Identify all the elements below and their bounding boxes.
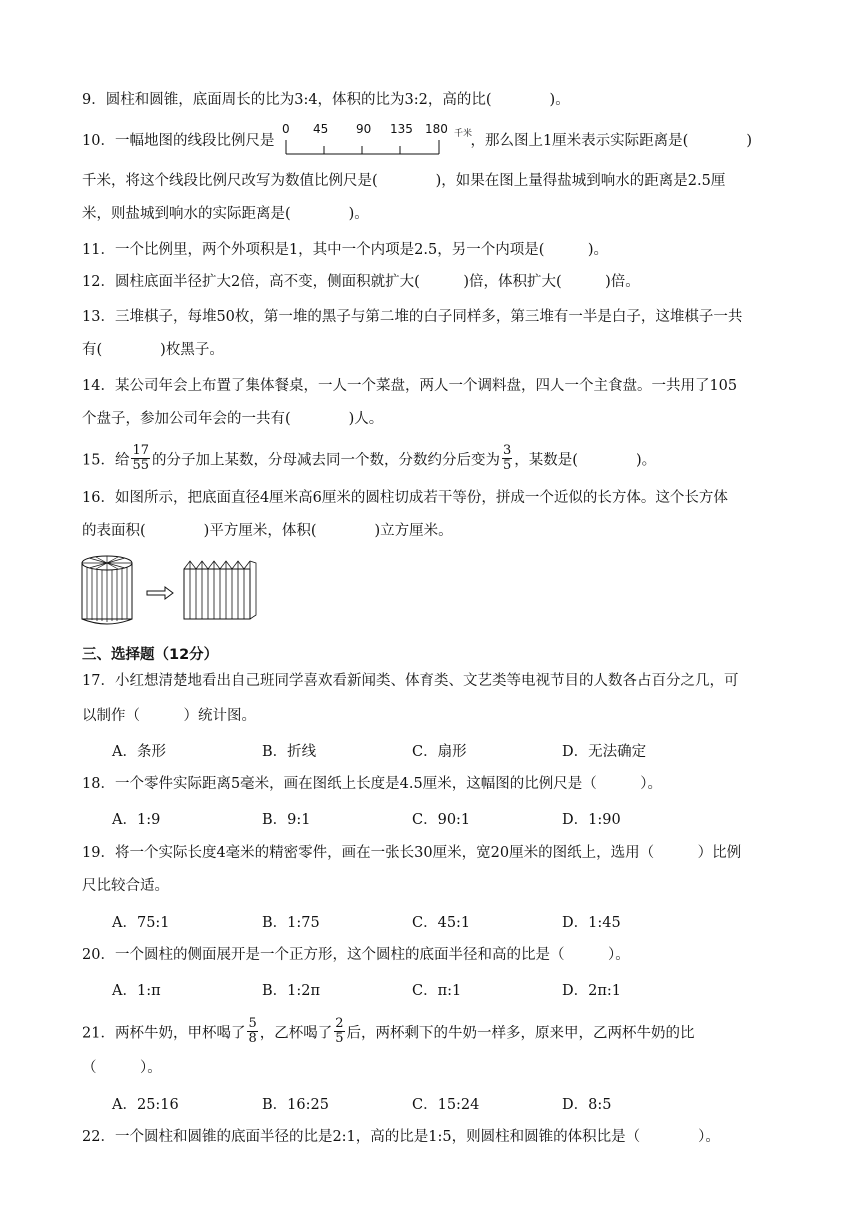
option-c[interactable]: C．15:24 [412,1097,480,1113]
option-c[interactable]: C．π:1 [412,983,462,999]
option-b[interactable]: B．1:75 [262,915,320,931]
question-19-options [112,911,712,932]
scale-tick-label: 90 [356,122,372,136]
fraction-3-5 [502,444,512,473]
scale-tick-label: 45 [313,122,329,136]
option-d[interactable]: D．2π:1 [562,983,621,999]
question-21-mid: ，乙杯喝了 [259,1025,333,1042]
question-16-line2: 的表面积( )平方厘米，体积( )立方厘米。 [82,523,453,539]
question-18-options [112,808,712,829]
option-c[interactable]: C．45:1 [412,915,471,931]
fraction-numerator: 3 [503,443,512,458]
question-19-line2: 尺比较合适。 [82,878,169,894]
option-b[interactable]: B．折线 [262,744,317,760]
question-17-line1: 17．小红想清楚地看出自己班同学喜欢看新闻类、体育类、文艺类等电视节目的人数各占百分之几，可 [82,673,739,689]
fraction-numerator: 17 [132,443,149,458]
fraction-5-8 [247,1017,257,1046]
question-21-line2: （ ）。 [82,1060,162,1076]
scale-bar [282,122,472,158]
question-9: 9．圆柱和圆锥，底面周长的比为3:4，体积的比为3:2，高的比( )。 [82,92,570,108]
option-c[interactable]: C．90:1 [412,812,471,828]
cylinder-to-cuboid-figure [80,555,280,625]
question-18: 18．一个零件实际距离5毫米，画在图纸上长度是4.5厘米，这幅图的比例尺是（ ）。 [82,776,662,792]
question-13-line1: 13．三堆棋子，每堆50枚，第一堆的黑子与第二堆的白子同样多，第三堆有一半是白子，这堆棋子一共 [82,309,743,325]
option-d[interactable]: D．8:5 [562,1097,612,1113]
question-10-line2: 千米，将这个线段比例尺改写为数值比例尺是( )，如果在图上量得盐城到响水的距离是2.5厘 [82,173,726,189]
fraction-numerator: 5 [248,1016,257,1031]
question-17-options [112,740,712,761]
question-10-text-before: 10．一幅地图的线段比例尺是 [82,133,275,149]
option-a[interactable]: A．75:1 [112,915,170,931]
fraction-2-5 [334,1017,344,1046]
option-b[interactable]: B．16:25 [262,1097,329,1113]
question-10-line3: 米，则盐城到响水的实际距离是( )。 [82,206,369,222]
question-13-line2: 有( )枚黑子。 [82,342,224,358]
question-15-mid: 的分子加上某数，分母减去同一个数，分数约分后变为 [152,452,500,469]
question-11: 11．一个比例里，两个外项积是1，其中一个内项是2.5，另一个内项是( )。 [82,242,609,258]
question-21-post: 后，两杯剩下的牛奶一样多，原来甲，乙两杯牛奶的比 [346,1025,695,1042]
fraction-denominator: 55 [132,458,149,473]
question-22: 22．一个圆柱和圆锥的底面半径的比是2:1，高的比是1:5，则圆柱和圆锥的体积比是（ ）。 [82,1129,720,1145]
option-a[interactable]: A．条形 [112,744,166,760]
question-15-pre: 15．给 [82,452,130,469]
scale-bar-line [282,138,447,158]
fraction-numerator: 2 [335,1016,344,1031]
option-d[interactable]: D．无法确定 [562,744,647,760]
fraction-denominator: 8 [248,1031,257,1046]
question-20-options [112,979,712,1000]
question-17-line2: 以制作（ ）统计图。 [82,708,256,724]
scale-tick-label: 135 [390,122,413,136]
question-14-line1: 14．某公司年会上布置了集体餐桌，一人一个菜盘，两人一个调料盘，四人一个主食盘。一共用了105 [82,378,738,394]
question-21-pre: 21．两杯牛奶，甲杯喝了 [82,1025,246,1042]
section-3-title: 三、选择题（12分） [82,647,219,663]
scale-tick-label: 180 [425,122,448,136]
option-a[interactable]: A．25:16 [112,1097,179,1113]
fraction-denominator: 5 [503,458,512,473]
option-d[interactable]: D．1:45 [562,915,621,931]
question-12: 12．圆柱底面半径扩大2倍，高不变，侧面积就扩大( )倍，体积扩大( )倍。 [82,274,640,290]
question-19-line1: 19．将一个实际长度4毫米的精密零件，画在一张长30厘米，宽20厘米的图纸上，选用（ ）比例 [82,845,742,861]
question-15-post: ，某数是( )。 [514,452,657,469]
fraction-denominator: 5 [335,1031,344,1046]
option-b[interactable]: B．1:2π [262,983,321,999]
question-21-options [112,1093,712,1114]
question-16-line1: 16．如图所示，把底面直径4厘米高6厘米的圆柱切成若干等份，拼成一个近似的长方体。这个长方体 [82,490,728,506]
question-10-text-after: ，那么图上1厘米表示实际距离是( ) [470,133,752,149]
fraction-17-55 [131,444,150,473]
scale-tick-label: 0 [282,122,290,136]
option-b[interactable]: B．9:1 [262,812,311,828]
option-d[interactable]: D．1:90 [562,812,621,828]
cylinder-cuboid-illustration [80,555,280,625]
question-20: 20．一个圆柱的侧面展开是一个正方形，这个圆柱的底面半径和高的比是（ ）。 [82,947,630,963]
question-21-line1 [82,1016,695,1048]
option-a[interactable]: A．1:9 [112,812,161,828]
option-c[interactable]: C．扇形 [412,744,467,760]
question-14-line2: 个盘子，参加公司年会的一共有( )人。 [82,411,384,427]
question-15 [82,443,657,475]
scale-unit: 千米 [454,129,473,139]
option-a[interactable]: A．1:π [112,983,161,999]
